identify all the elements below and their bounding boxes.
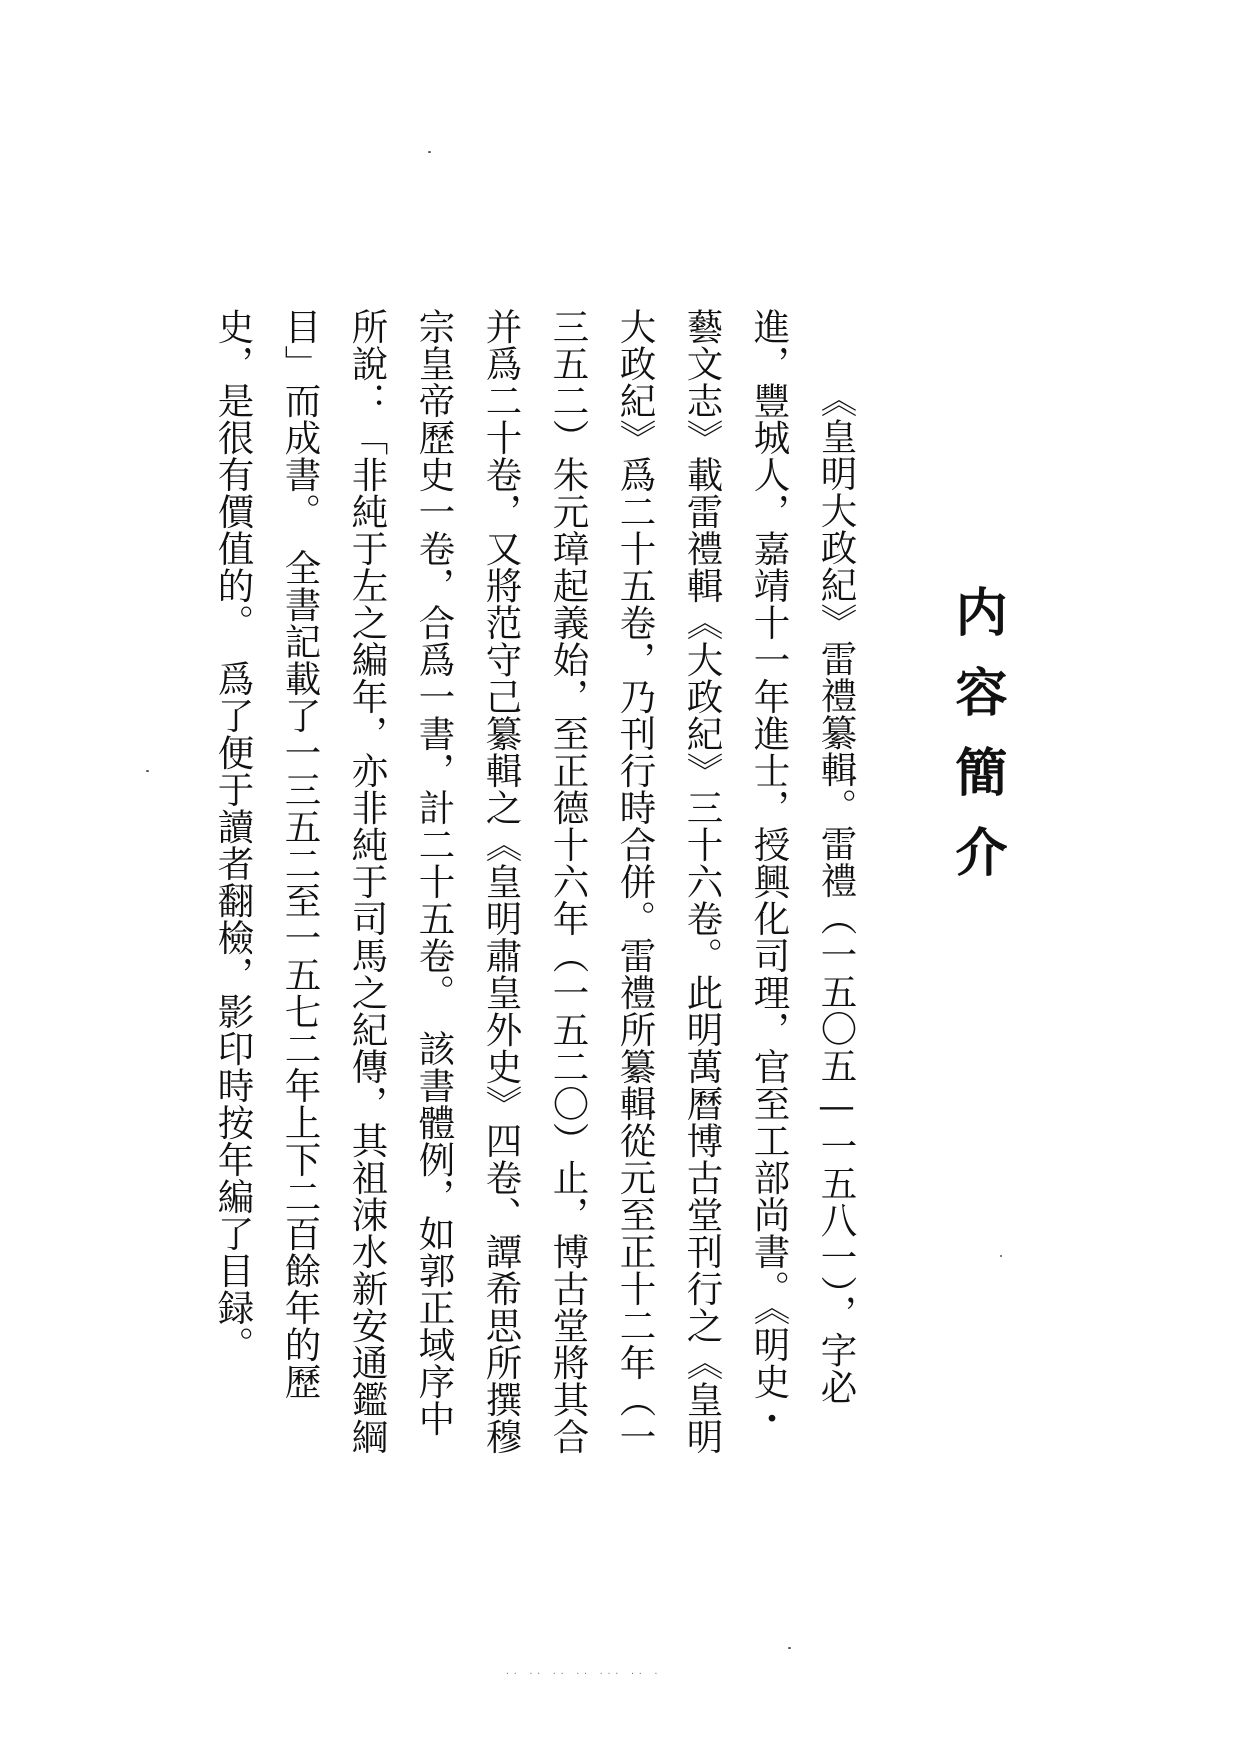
page-title: 内容簡介 [946, 585, 1006, 905]
scan-speck [146, 770, 149, 772]
body-text [212, 308, 870, 1458]
body-paragraph: 《皇明大政紀》雷禮纂輯。雷禮（一五〇五—一五八一），字必進，豐城人，嘉靖十一年進士，授興化司理，官至工部尚書。《明史・藝文志》載雷禮輯《大政紀》三十六卷。此明萬曆博古堂刊行之《皇明大政紀》爲二十五卷，乃刊行時合併。雷禮所纂輯從元至正十二年（一三五二）朱元璋起義始，至正德十六年（一五二〇）止，博古堂將其合并爲二十卷，又將范守己纂輯之《皇明肅皇外史》四卷、譚希思所撰穆宗皇帝歷史一卷，合爲一書，計二十五卷。 該書體例，如郭正域序中所說：「非純于左之編年，亦非純于司馬之紀傳，其祖涑水新安通鑑綱目」而成書。 全書記載了一三五二至一五七二年上下二百餘年的歷史，是很有價值的。 爲了便于讀者翻檢，影印時按年編了目録。 [212, 308, 858, 1455]
scan-speck [428, 151, 431, 153]
scan-speck [1000, 1255, 1002, 1257]
scan-speck [788, 1647, 791, 1649]
scan-noise-text: ·· ·· ·· ·· ··· ·· · [505, 1669, 662, 1678]
